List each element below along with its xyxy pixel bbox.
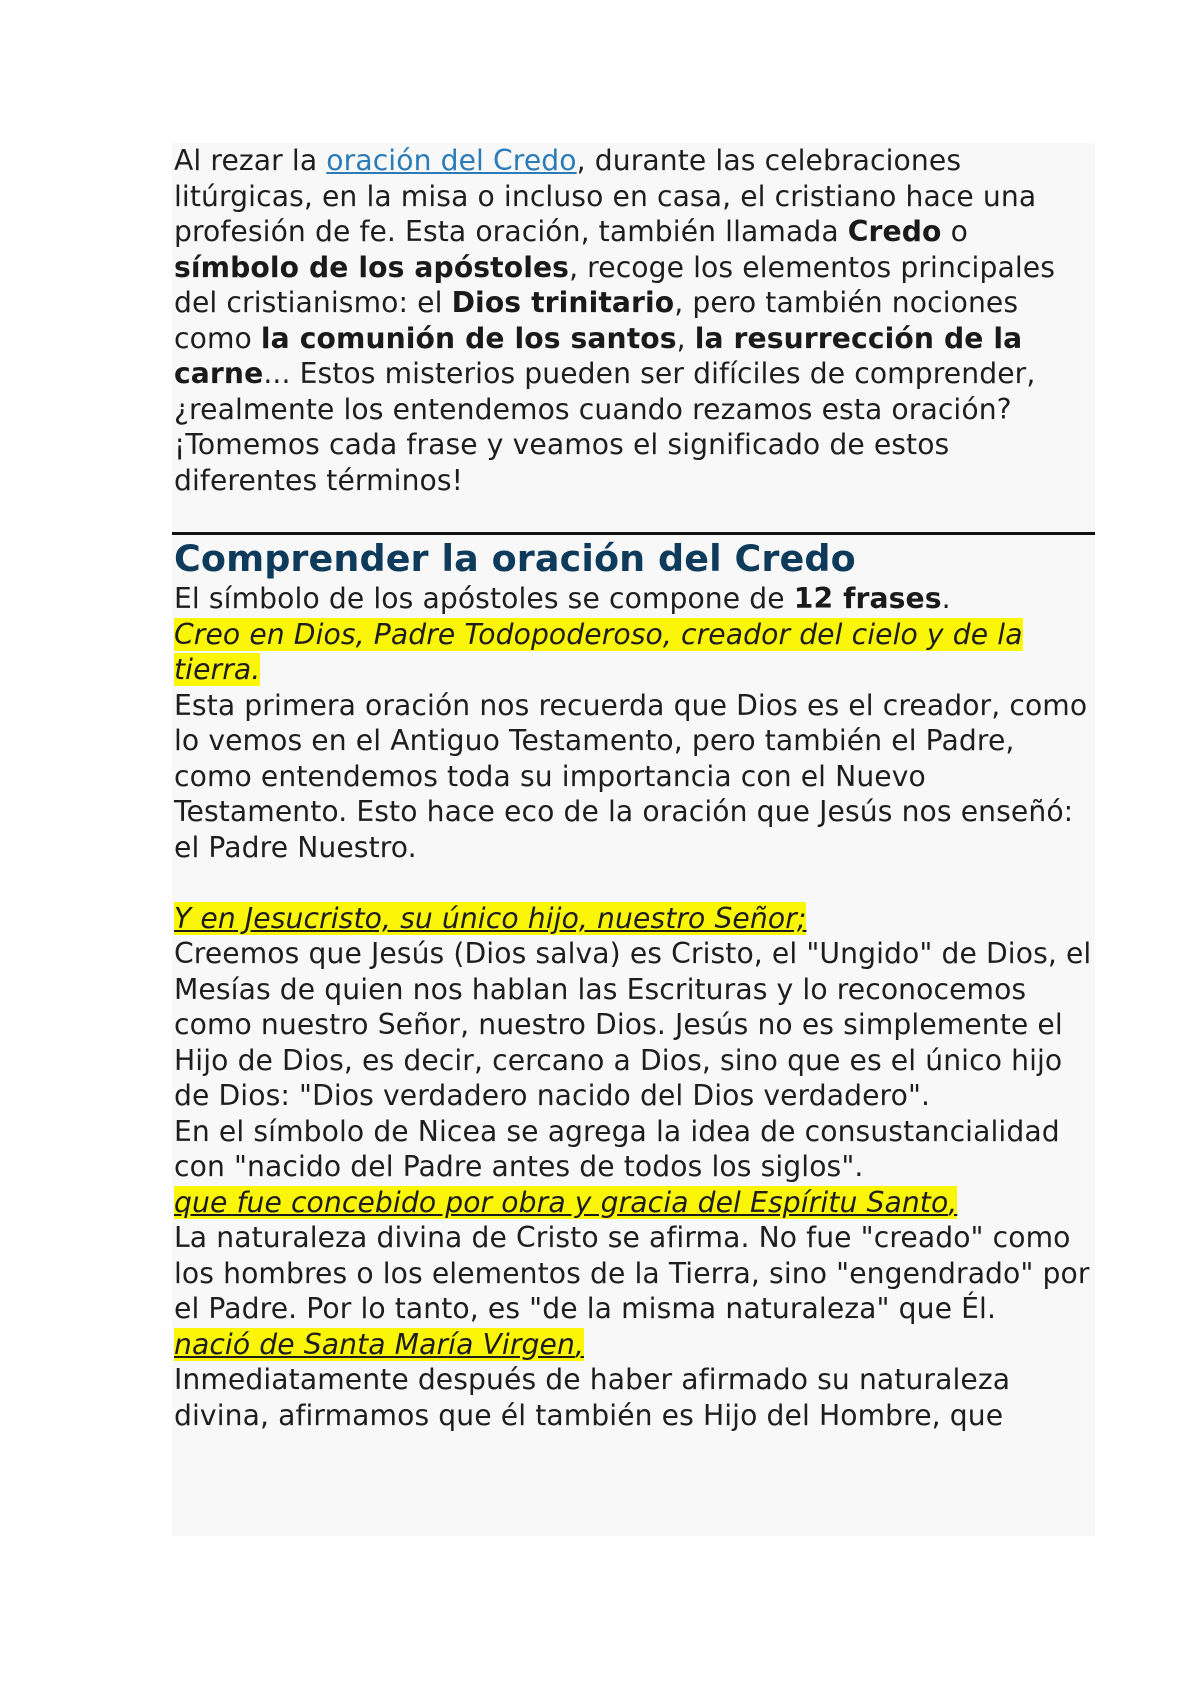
- bold-term: Credo: [847, 215, 942, 248]
- section-lead: [174, 581, 1095, 617]
- bold-term: Dios trinitario: [451, 286, 675, 319]
- phrase-quote: [174, 901, 1095, 937]
- intro-text: , durante las celebraciones litúrgicas, en la misa o incluso en casa, el cristiano hace una profesión de fe. Esta oración, también llamada: [174, 144, 1037, 248]
- phrase-explanation: Creemos que Jesús (Dios salva) es Cristo, el "Ungido" de Dios, el Mesías de quien nos hablan las Escrituras y lo reconocemos como nuestro Señor, nuestro Dios. Jesús no es simplemente el Hijo de Dios, es decir, cercano a Dios, sino que es el único hijo de Dios: "Dios verdadero nacido del Dios verdadero".: [174, 937, 1092, 1112]
- bold-term: la comunión de los santos: [260, 321, 677, 355]
- article-content: [172, 143, 1095, 1536]
- bold-term: 12 frases: [793, 582, 942, 615]
- intro-text: o: [941, 215, 968, 248]
- highlighted-quote: que fue concebido por obra y gracia del Espíritu Santo: [174, 1185, 949, 1219]
- lead-text: .: [941, 582, 951, 615]
- intro-text: , recoge los elementos principales del cristianismo: el: [174, 250, 1056, 319]
- lead-text: El símbolo de los apóstoles se compone de: [174, 582, 794, 615]
- quote-tail: ,: [948, 1185, 958, 1219]
- section-heading: Comprender la oración del Credo: [174, 537, 856, 580]
- phrase-explanation: Inmediatamente después de haber afirmado su naturaleza divina, afirmamos que él también es Hijo del Hombre, que: [174, 1363, 1011, 1432]
- credo-link[interactable]: oración del Credo: [326, 144, 577, 177]
- quote-tail: .: [251, 653, 261, 686]
- phrase-quote: [174, 1185, 1095, 1221]
- highlighted-quote: Y en Jesucristo, su único hijo, nuestro Señor;: [174, 901, 807, 935]
- intro-text: ... Estos misterios pueden ser difíciles de comprender, ¿realmente los entendemos cuando rezamos esta oración? ¡Tomemos cada frase y veamos el significado de estos diferentes términos!: [174, 357, 1036, 497]
- phrase-explanation: La naturaleza divina de Cristo se afirma. No fue "creado" como los hombres o los elementos de la Tierra, sino "engendrado" por el Padre. Por lo tanto, es "de la misma naturaleza" que Él.: [174, 1221, 1090, 1325]
- intro-paragraph: [174, 143, 1095, 498]
- intro-text: , pero también nociones como: [174, 286, 1019, 355]
- highlighted-quote: nació de Santa María Virgen: [174, 1327, 575, 1361]
- intro-text: ,: [676, 321, 695, 355]
- quote-tail: ,: [574, 1327, 584, 1361]
- horizontal-rule: [172, 532, 1095, 535]
- blank-line: [174, 865, 1095, 901]
- highlighted-quote: Creo en Dios, Padre Todopoderoso, creador del cielo y de la tierra: [174, 617, 1023, 686]
- phrase-explanation: Esta primera oración nos recuerda que Dios es el creador, como lo vemos en el Antiguo Testamento, pero también el Padre, como entendemos toda su importancia con el Nuevo Testamento. Esto hace eco de la oración que Jesús nos enseñó: el Padre Nuestro.: [174, 688, 1088, 864]
- bold-term: símbolo de los apóstoles: [174, 250, 570, 284]
- phrase-quote: [174, 1327, 1095, 1363]
- phrase-explanation: En el símbolo de Nicea se agrega la idea de consustancialidad con "nacido del Padre antes de todos los siglos".: [174, 1114, 1060, 1183]
- bold-term: la resurrección de la carne: [174, 321, 1023, 390]
- intro-text: Al rezar la: [174, 144, 327, 177]
- phrase-quote: [174, 617, 1095, 688]
